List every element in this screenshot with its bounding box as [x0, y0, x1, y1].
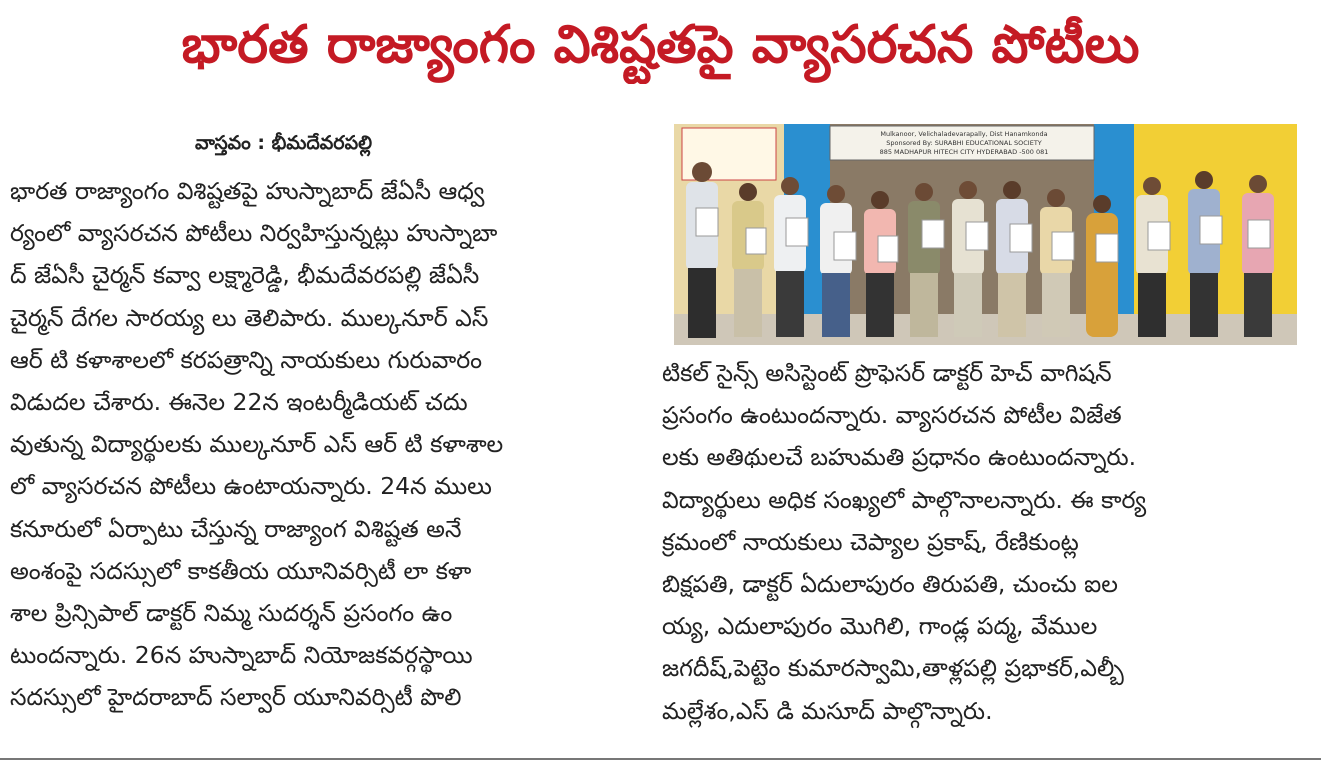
- body-line: విద్యార్థులు అధిక సంఖ్యలో పాల్గొనాలన్నారు. ఈ కార్య: [662, 485, 1147, 514]
- body-line: సదస్సులో హైదరాబాద్ సల్వార్ యూనివర్సిటీ పొలి: [10, 683, 462, 712]
- body-line: లకు అతిథులచే బహుమతి ప్రధానం ఉంటుందన్నారు.: [662, 443, 1137, 472]
- body-line: ఆర్ టి కళాశాలలో కరపత్రాన్ని నాయకులు గురువారం: [10, 345, 483, 374]
- body-line: బిక్షపతి, డాక్టర్ ఏదులాపురం తిరుపతి, చుంచు ఐల: [662, 569, 1118, 598]
- person-10: [1086, 195, 1118, 337]
- body-line: కనూరులో ఏర్పాటు చేస్తున్న రాజ్యాంగ విశిష్టత అనే: [10, 514, 462, 543]
- body-line: ర్యంలో వ్యాసరచన పోటీలు నిర్వహిస్తున్నట్లు హుస్నాబా: [10, 219, 498, 248]
- person-5: [864, 191, 898, 337]
- article-body-right-column: [662, 352, 1292, 732]
- person-3: [774, 177, 808, 337]
- person-13: [1242, 175, 1274, 337]
- body-line: టికల్ సైన్స్ అసిస్టెంట్ ప్రొఫెసర్ డాక్టర్ హెచ్ వాగిషన్: [662, 359, 1112, 387]
- body-line: భారత రాజ్యాంగం విశిష్టతపై హుస్నాబాద్ జేఏసీ ఆధ్వ: [10, 177, 485, 205]
- article-dateline: వాస్తవం : భీమదేవరపల్లి: [195, 132, 373, 154]
- body-line: జగదీష్,పెట్టెం కుమారస్వామి,తాళ్లపల్లి ప్రభాకర్,ఎల్బీ: [662, 654, 1124, 683]
- body-line: లో వ్యాసరచన పోటీలు ఉంటాయన్నారు. 24న ములు: [10, 472, 492, 501]
- bottom-rule: [0, 758, 1321, 760]
- person-1: [686, 162, 718, 338]
- body-line: వుతున్న విద్యార్థులకు ముల్కనూర్ ఎస్ ఆర్ టి కళాశాల: [10, 430, 504, 459]
- body-line: శాల ప్రిన్సిపాల్ డాక్టర్ నిమ్మ సుదర్శన్ ప్రసంగం ఉం: [10, 598, 453, 627]
- body-line: అంశంపై సదస్సులో కాకతీయ యూనివర్సిటీ లా కళా: [10, 556, 472, 585]
- body-line: ప్రసంగం ఉంటుందన్నారు. వ్యాసరచన పోటీల విజేత: [662, 401, 1122, 430]
- body-line: య్య, ఎదులాపురం మొగిలి, గాండ్ల పద్మ, వేముల: [662, 612, 1098, 641]
- group-photo-illustration: [674, 124, 1297, 345]
- banner-line-1: Mulkanoor, Velichaladevarapally, Dist Hanamkonda: [880, 130, 1048, 138]
- body-line: విడుదల చేశారు. ఈనెల 22న ఇంటర్మీడియట్ చదు: [10, 387, 468, 416]
- person-9: [1040, 189, 1074, 337]
- person-12: [1188, 171, 1222, 337]
- news-photo: [674, 124, 1297, 345]
- person-11: [1136, 177, 1170, 337]
- banner-line-3: 885 MADHAPUR HITECH CITY HYDERABAD -500 081: [879, 148, 1049, 156]
- article-body-left-column: [10, 170, 640, 718]
- body-line: చైర్మన్ దేగల సారయ్య లు తెలిపారు. ముల్కనూర్ ఎస్: [10, 303, 489, 332]
- body-line: క్రమంలో నాయకులు చెప్యాల ప్రకాష్, రేణికుంట్ల: [662, 527, 1079, 556]
- body-line: టుందన్నారు. 26న హుస్నాబాద్ నియోజకవర్గస్థాయి: [10, 641, 473, 670]
- body-line: మల్లేశం,ఎస్ డి మసూద్ పాల్గొన్నారు.: [662, 696, 993, 725]
- body-line: ద్ జేఏసీ చైర్మన్ కవ్వా లక్ష్మారెడ్డి, భీమదేవరపల్లి జేఏసీ: [10, 261, 480, 290]
- person-2: [732, 183, 766, 337]
- banner-line-2: Sponsored By: SURABHI EDUCATIONAL SOCIETY: [886, 139, 1042, 147]
- article-headline: భారత రాజ్యాంగం విశిష్టతపై వ్యాసరచన పోటీలు: [181, 15, 1140, 75]
